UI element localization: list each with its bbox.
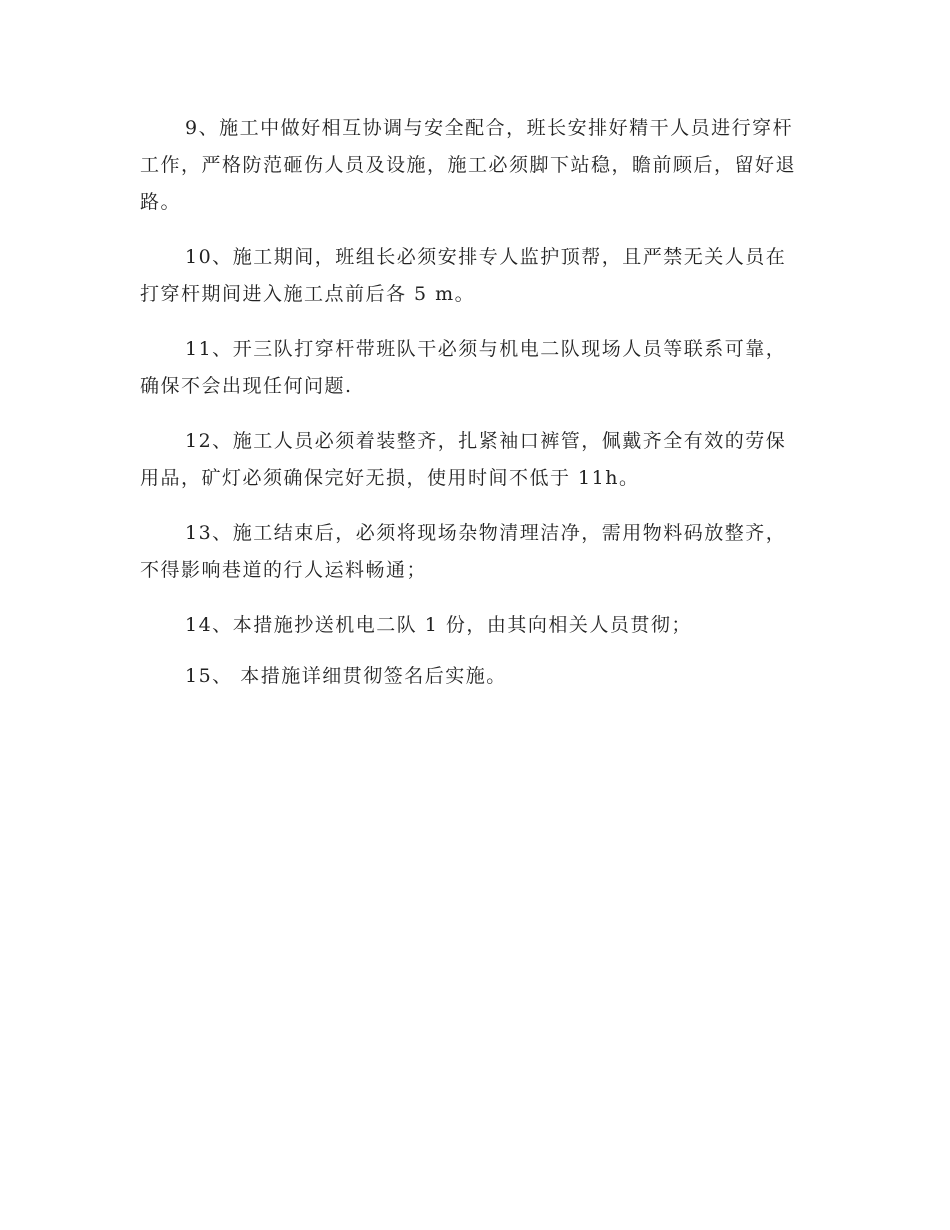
paragraph-number: 12、 — [185, 430, 233, 452]
document-body — [140, 110, 800, 709]
paragraph-number: 15、 — [185, 665, 233, 687]
paragraph-text: 本措施抄送机电二队 1 份，由其向相关人员贯彻； — [232, 614, 692, 636]
paragraph-text: 施工结束后，必须将现场杂物清理洁净，需用物料码放整齐，不得影响巷道的行人运料畅通； — [140, 522, 787, 581]
paragraph-number: 11、 — [185, 338, 233, 360]
paragraph-13 — [140, 515, 800, 589]
paragraph-12 — [140, 423, 800, 497]
paragraph-text: 施工中做好相互协调与安全配合，班长安排好精干人员进行穿杆工作，严格防范砸伤人员及设施，施工必须脚下站稳，瞻前顾后，留好退路。 — [140, 117, 797, 213]
paragraph-9 — [140, 110, 800, 221]
paragraph-text: 施工人员必须着装整齐，扎紧袖口裤管，佩戴齐全有效的劳保用品，矿灯必须确保完好无损，使用时间不低于 11h。 — [140, 430, 787, 489]
paragraph-number: 14、 — [185, 614, 233, 636]
paragraph-14 — [140, 607, 800, 644]
paragraph-15 — [140, 658, 800, 695]
paragraph-text: 本措施详细贯彻签名后实施。 — [232, 665, 507, 687]
paragraph-10 — [140, 239, 800, 313]
paragraph-text: 施工期间，班组长必须安排专人监护顶帮，且严禁无关人员在打穿杆期间进入施工点前后各 5 m。 — [140, 246, 787, 305]
paragraph-number: 9、 — [185, 117, 220, 139]
paragraph-number: 13、 — [185, 522, 233, 544]
paragraph-number: 10、 — [185, 246, 233, 268]
paragraph-11 — [140, 331, 800, 405]
paragraph-text: 开三队打穿杆带班队干必须与机电二队现场人员等联系可靠，确保不会出现任何问题. — [140, 338, 787, 397]
